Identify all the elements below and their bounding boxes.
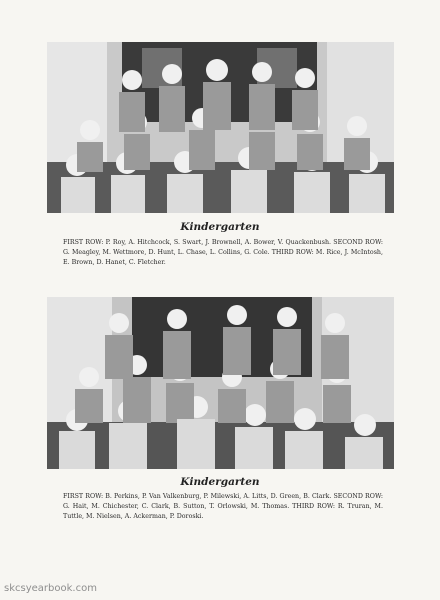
photo-illustration bbox=[47, 42, 394, 213]
names-list: FIRST ROW: B. Perkins, P. Van Valkenburg, P. Milewski, A. Litts, D. Green, B. Clark. SECOND ROW: G. Hait, M. Chichester, C. Clark, B. Sutton, T. Orlowski, M. Thomas. THIRD ROW: R. Truran, M. Tuttle, M. Nielsen, A. Ackerman, P. Doroski. bbox=[63, 493, 383, 520]
site-watermark: skcsyearbook.com bbox=[4, 583, 97, 594]
names-list: FIRST ROW: P. Roy, A. Hitchcock, S. Swart, J. Brownell, A. Bower, V. Quackenbush. SECOND ROW: G. Meagley, M. Wettmore, D. Hunt, L. Chase, L. Collins, G. Cole. THIRD ROW: M. Rice, J. McIntosh, E. Brown, D. Hanet, C. Fletcher. bbox=[63, 239, 383, 266]
photo-illustration bbox=[47, 297, 394, 469]
class-photo-1 bbox=[47, 42, 394, 213]
section-caption: Kindergarten bbox=[180, 476, 260, 488]
class-photo-2 bbox=[47, 297, 394, 469]
section-caption: Kindergarten bbox=[180, 221, 260, 233]
